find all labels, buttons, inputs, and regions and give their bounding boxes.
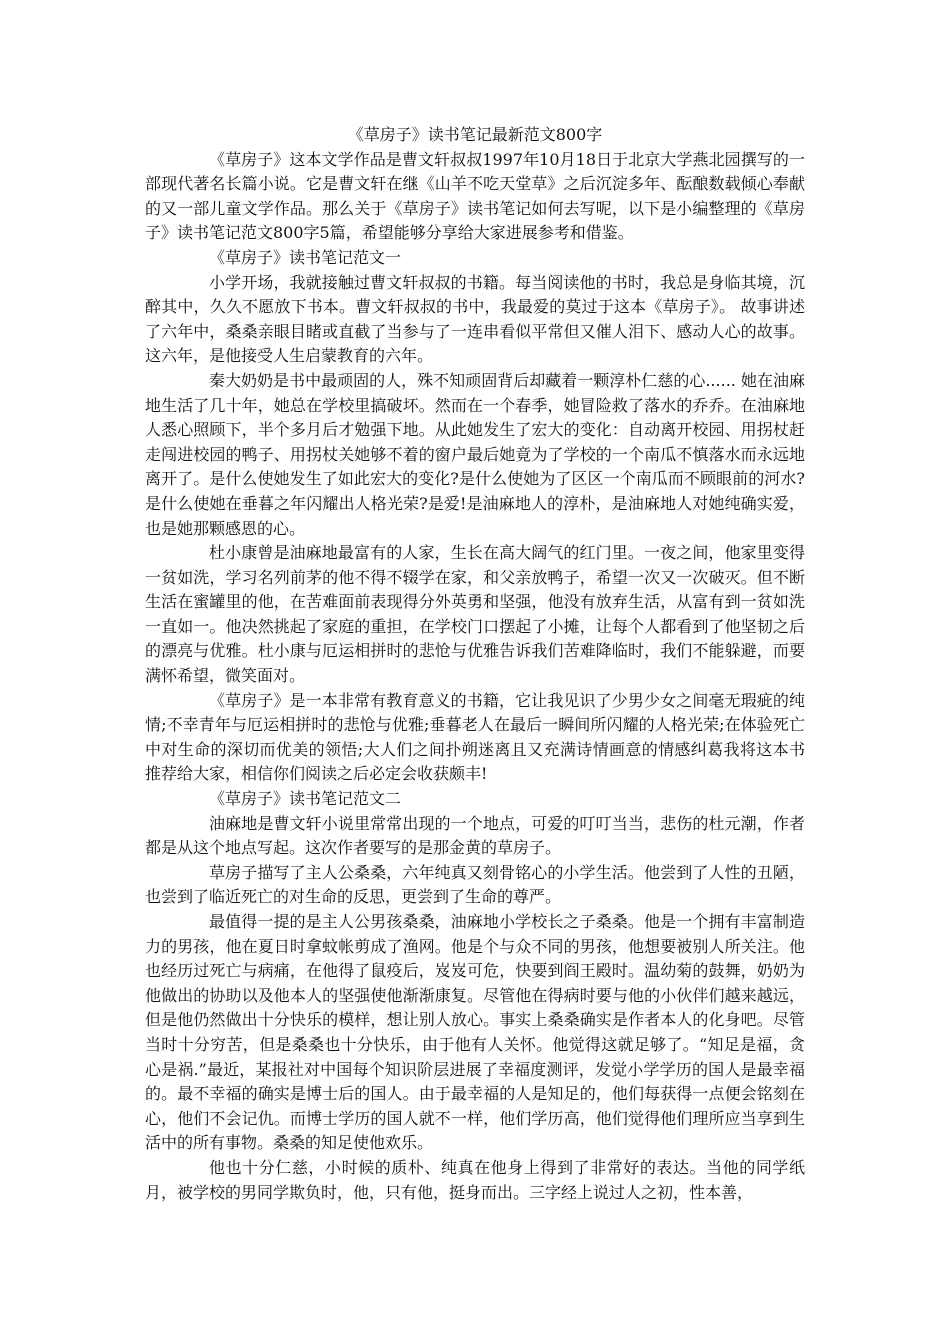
document-title: 《草房子》读书笔记最新范文800字 (347, 125, 603, 144)
paragraph: 《草房子》是一本非常有教育意义的书籍，它让我见识了少男少女之间毫无瑕疵的纯情;不幸青年与厄运相拼时的悲怆与优雅;垂暮老人在最后一瞬间所闪耀的人格光荣;在体验死亡中对生命的深切而优美的领悟;大人们之间扑朔迷离且又充满诗情画意的情感纠葛我将这本书推荐给大家，相信你们阅读之后必定会收获颇丰! (145, 690, 805, 784)
intro-paragraph: 《草房子》这本文学作品是曹文轩叔叔1997年10月18日于北京大学燕北园撰写的一部现代著名长篇小说。它是曹文轩在继《山羊不吃天堂草》之后沉淀多年、酝酿数载倾心奉献的又一部儿童文学作品。那么关于《草房子》读书笔记如何去写呢，以下是小编整理的《草房子》读书笔记范文800字5篇，希望能够分享给大家进展参考和借鉴。 (145, 149, 805, 243)
paragraph: 杜小康曾是油麻地最富有的人家，生长在高大阔气的红门里。一夜之间，他家里变得一贫如洗，学习名列前茅的他不得不辍学在家，和父亲放鸭子，希望一次又一次破灭。但不断生活在蜜罐里的他，在苦难面前表现得分外英勇和坚强，他没有放弃生活，从富有到一贫如洗一直如一。他决然挑起了家庭的重担，在学校门口摆起了小摊，让每个人都看到了他坚韧之后的漂亮与优雅。杜小康与厄运相拼时的悲怆与优雅告诉我们苦难降临时，我们不能躲避，而要满怀希望，微笑面对。 (145, 543, 805, 686)
section-heading-2: 《草房子》读书笔记范文二 (209, 789, 402, 809)
paragraph: 秦大奶奶是书中最顽固的人，殊不知顽固背后却藏着一颗淳朴仁慈的心...... 她在油麻地生活了几十年，她总在学校里搞破坏。然而在一个春季，她冒险救了落水的乔乔。在油麻地人悉心照顾下，半个多月后才勉强下地。从此她发生了宏大的变化：自动离开校园、用拐杖赶走闯进校园的鸭子、用拐杖关她够不着的窗户最后她竟为了学校的一个南瓜不慎落水而永远地离开了。是什么使她发生了如此宏大的变化?是什么使她为了区区一个南瓜而不顾眼前的河水?是什么使她在垂暮之年闪耀出人格光荣?是爱!是油麻地人的淳朴，是油麻地人对她纯确实爱，也是她那颗感恩的心。 (145, 370, 805, 538)
paragraph: 油麻地是曹文轩小说里常常出现的一个地点，可爱的叮叮当当，悲伤的杜元潮，作者都是从这个地点写起。这次作者要写的是那金黄的草房子。 (145, 813, 805, 858)
paragraph: 小学开场，我就接触过曹文轩叔叔的书籍。每当阅读他的书时，我总是身临其境，沉醉其中，久久不愿放下书本。曹文轩叔叔的书中，我最爱的莫过于这本《草房子》。 故事讲述了六年中，桑桑亲眼目睹或直截了当参与了一连串看似平常但又催人泪下、感动人心的故事。这六年，是他接受人生启蒙教育的六年。 (145, 272, 805, 366)
paragraph: 最值得一提的是主人公男孩桑桑，油麻地小学校长之子桑桑。他是一个拥有丰富制造力的男孩，他在夏日时拿蚊帐剪成了渔网。他是个与众不同的男孩，他想要被别人所关注。他也经历过死亡与病痛，在他得了鼠疫后，岌岌可危，快要到阎王殿时。温幼菊的鼓舞，奶奶为他做出的协助以及他本人的坚强使他渐渐康复。尽管他在得病时要与他的小伙伴们越来越远，但是他仍然做出十分快乐的模样，想让别人放心。事实上桑桑确实是作者本人的化身吧。尽管当时十分穷苦，但是桑桑也十分快乐，由于他有人关怀。他觉得这就足够了。“知足是福，贪心是祸.”最近，某报社对中国每个知识阶层进展了幸福度测评，发觉小学学历的国人是最幸福的。最不幸福的确实是博士后的国人。由于最幸福的人是知足的，他们每获得一点便会铭刻在心，他们不会记仇。而博士学历的国人就不一样，他们学历高，他们觉得他们理所应当享到生活中的所有事物。桑桑的知足使他欢乐。 (145, 912, 805, 1153)
document-body (145, 123, 805, 1205)
paragraph: 草房子描写了主人公桑桑，六年纯真又刻骨铭心的小学生活。他尝到了人性的丑陋，也尝到了临近死亡的对生命的反思，更尝到了生命的尊严。 (145, 862, 805, 907)
section-heading-1: 《草房子》读书笔记范文一 (209, 247, 402, 267)
paragraph: 他也十分仁慈，小时候的质朴、纯真在他身上得到了非常好的表达。当他的同学纸月，被学校的男同学欺负时，他，只有他，挺身而出。三字经上说过人之初，性本善， (145, 1157, 805, 1202)
